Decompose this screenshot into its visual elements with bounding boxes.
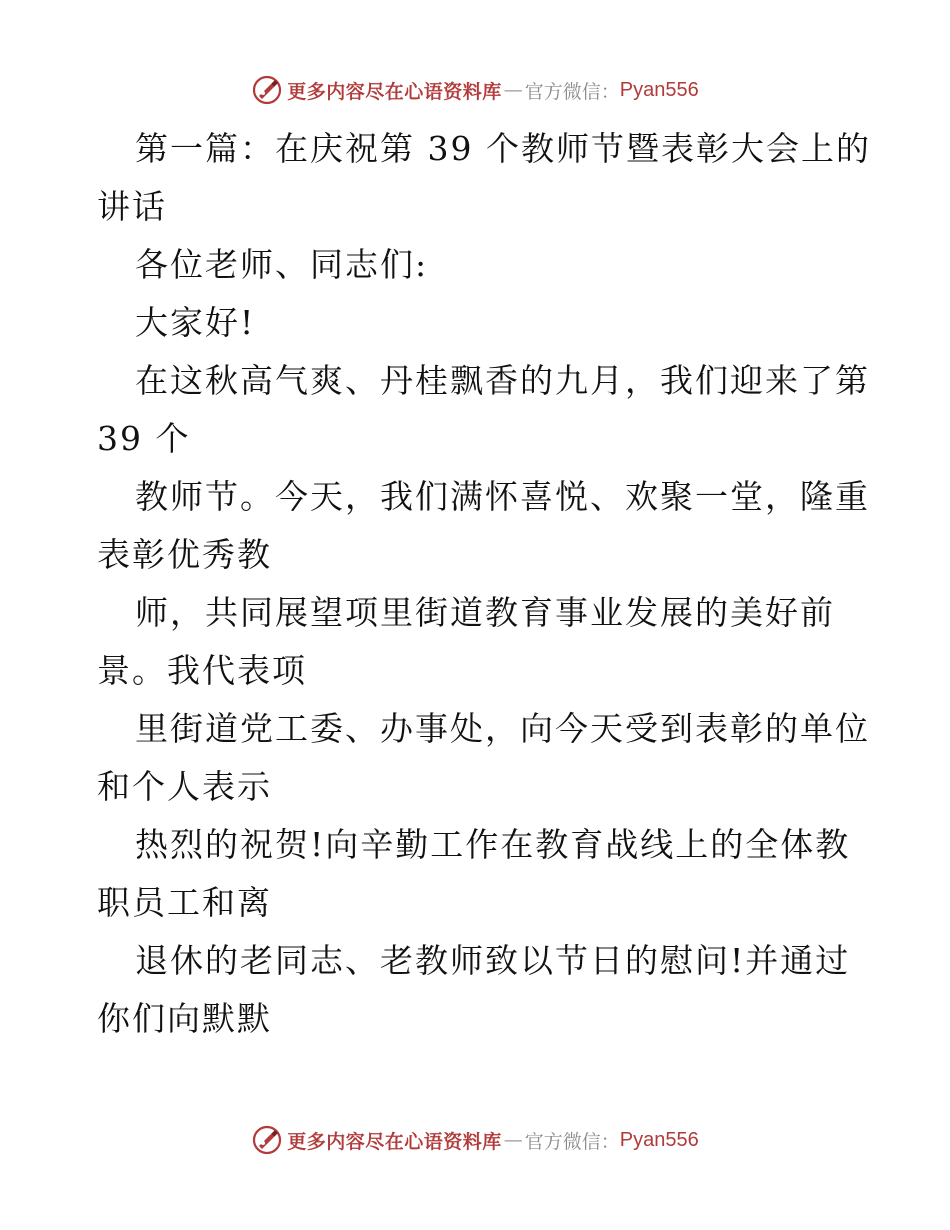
banner-brand-text: 更多内容尽在心语资料库 <box>287 1130 502 1153</box>
doc-line: 退休的老同志、老教师致以节日的慰问!并通过 <box>135 941 851 980</box>
doc-line-salutation: 各位老师、同志们: <box>135 245 429 284</box>
doc-line: 表彰优秀教 <box>97 535 272 574</box>
banner-wechat-label: 官方微信： <box>524 80 620 103</box>
document-body <box>97 120 871 1048</box>
banner-wechat-id: Pyan556 <box>619 78 699 101</box>
doc-line: 景。我代表项 <box>97 651 307 690</box>
doc-line: 教师节。今天，我们满怀喜悦、欢聚一堂，隆重 <box>135 477 870 516</box>
doc-line: 39 个 <box>97 419 191 458</box>
doc-line: 里街道党工委、办事处，向今天受到表彰的单位 <box>135 709 870 748</box>
header-banner <box>0 73 950 107</box>
footer-banner <box>0 1123 950 1157</box>
banner-wechat-id: Pyan556 <box>619 1128 699 1151</box>
doc-line-title: 第一篇：在庆祝第 39 个教师节暨表彰大会上的 <box>135 129 871 168</box>
doc-line-title-cont: 讲话 <box>97 187 167 226</box>
banner-separator: — <box>503 79 523 101</box>
doc-line: 和个人表示 <box>97 767 272 806</box>
doc-line: 职员工和离 <box>97 883 272 922</box>
doc-line: 在这秋高气爽、丹桂飘香的九月，我们迎来了第 <box>135 361 870 400</box>
banner-wechat-label: 官方微信： <box>524 1130 620 1153</box>
banner-separator: — <box>503 1129 523 1151</box>
banner-brand-text: 更多内容尽在心语资料库 <box>287 80 502 103</box>
doc-line: 热烈的祝贺!向辛勤工作在教育战线上的全体教 <box>135 825 851 864</box>
doc-line: 师，共同展望项里街道教育事业发展的美好前 <box>135 593 835 632</box>
pen-logo-icon <box>251 1124 283 1156</box>
doc-line: 你们向默默 <box>97 999 272 1038</box>
doc-line-greeting: 大家好! <box>135 303 256 342</box>
pen-logo-icon <box>251 74 283 106</box>
